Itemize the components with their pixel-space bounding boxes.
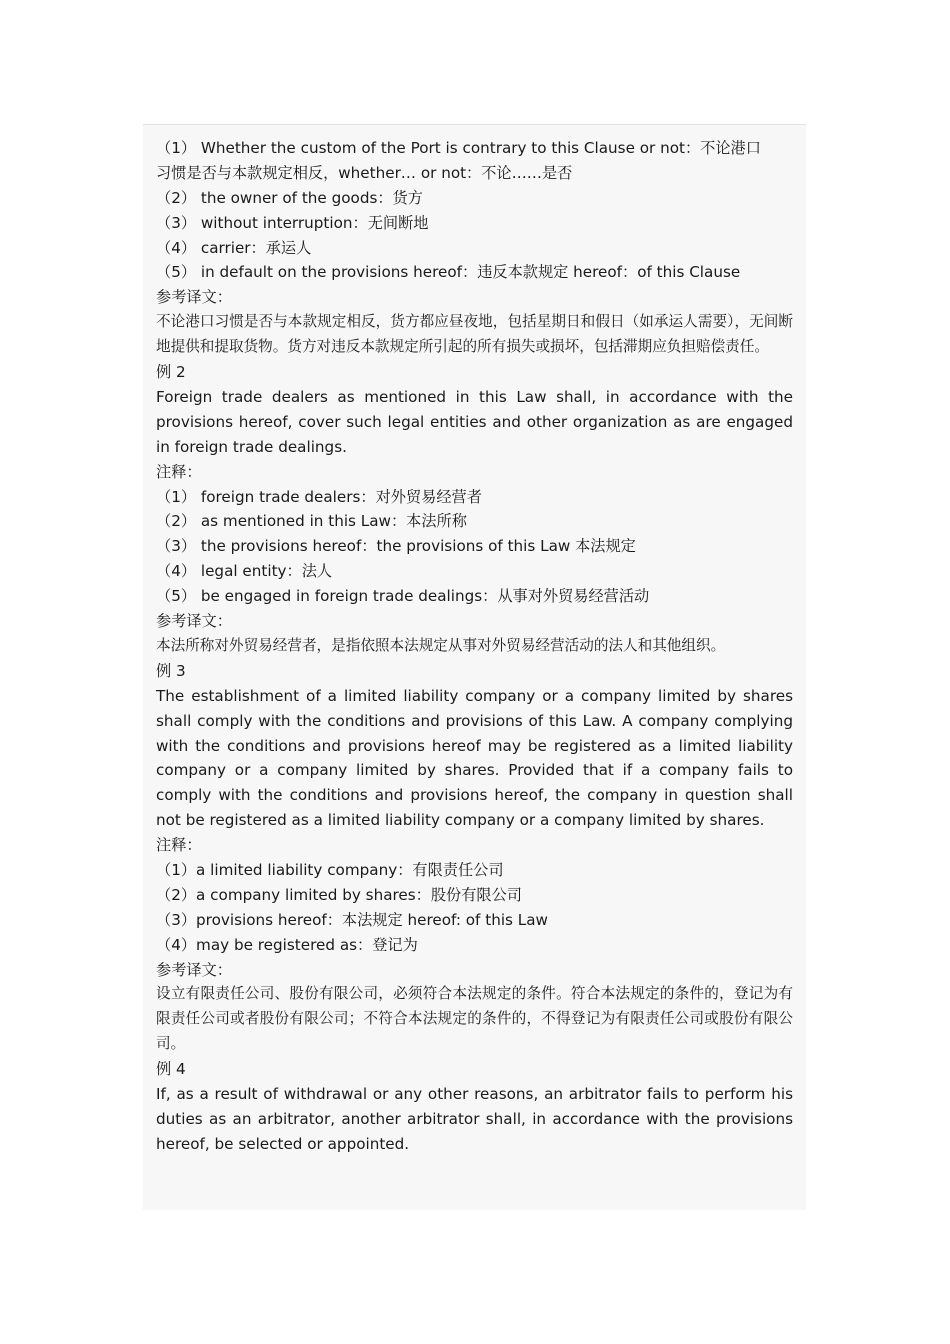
example-text: If, as a result of withdrawal or any other reasons, an arbitrator fails to perform his duties as an arbitrator, another arbitrator shall, in accordance with the provisions hereof, be selected or appointed.: [156, 1085, 793, 1153]
note-line: （4） legal entity：法人: [156, 562, 333, 581]
reference-translation: 设立有限责任公司、股份有限公司，必须符合本法规定的条件。符合本法规定的条件的，登记为有限责任公司或者股份有限公司；不符合本法规定的条件的，不得登记为有限责任公司或股份有限公司。: [156, 985, 793, 1053]
note-line: （3） without interruption：无间断地: [156, 213, 429, 232]
note-line: （2） as mentioned in this Law：本法所称: [156, 512, 467, 531]
note-line: （5） in default on the provisions hereof：违反本款规定 hereof：of this Clause: [156, 263, 741, 282]
example-text: Foreign trade dealers as mentioned in this Law shall, in accordance with the provisions hereof, cover such legal entities and other organization as are engaged in foreign trade dealings.: [156, 387, 793, 456]
note-line: （3） the provisions hereof：the provisions of this Law 本法规定: [156, 537, 636, 556]
example-title: 例 3: [156, 661, 186, 680]
note-line: （1） foreign trade dealers：对外贸易经营者: [156, 487, 482, 506]
note-line: （2）a company limited by shares：股份有限公司: [156, 885, 522, 904]
note-line: （1） Whether the custom of the Port is contrary to this Clause or not：不论港口: [156, 139, 761, 157]
example-title: 例 4: [156, 1060, 186, 1079]
note-line: （3）provisions hereof：本法规定 hereof: of this Law: [156, 910, 548, 929]
example-title: 例 2: [156, 363, 186, 382]
note-line: （2） the owner of the goods：货方: [156, 188, 423, 207]
reference-translation-label: 参考译文：: [156, 288, 232, 307]
reference-translation-label: 参考译文：: [156, 960, 232, 979]
notes-label: 注释：: [156, 462, 202, 481]
example-text: The establishment of a limited liability company or a company limited by shares shall comply with the conditions and provisions of this Law. A company complying with the conditions and provisions hereof may be registered as a limited liability company or a company limited by shares. Provided that if a company fails to comply with the conditions and provisions hereof, the company in question shall not be registered as a limited liability company or a company limited by shares.: [156, 686, 793, 830]
reference-translation: 本法所称对外贸易经营者，是指依照本法规定从事对外贸易经营活动的法人和其他组织。: [156, 636, 726, 654]
reference-translation: 不论港口习惯是否与本款规定相反，货方都应昼夜地，包括星期日和假日（如承运人需要），无间断地提供和提取货物。货方对违反本款规定所引起的所有损失或损坏，包括滞期应负担赔偿责任。: [156, 313, 793, 356]
note-line: （4） carrier：承运人: [156, 238, 312, 257]
notes-label: 注释：: [156, 836, 202, 855]
note-line: （4）may be registered as：登记为: [156, 935, 418, 954]
document-body: [143, 124, 806, 1210]
note-line: 习惯是否与本款规定相反，whether… or not：不论……是否: [156, 163, 573, 182]
note-line: （1）a limited liability company：有限责任公司: [156, 861, 504, 880]
reference-translation-label: 参考译文：: [156, 612, 232, 630]
note-line: （5） be engaged in foreign trade dealings：从事对外贸易经营活动: [156, 587, 650, 606]
